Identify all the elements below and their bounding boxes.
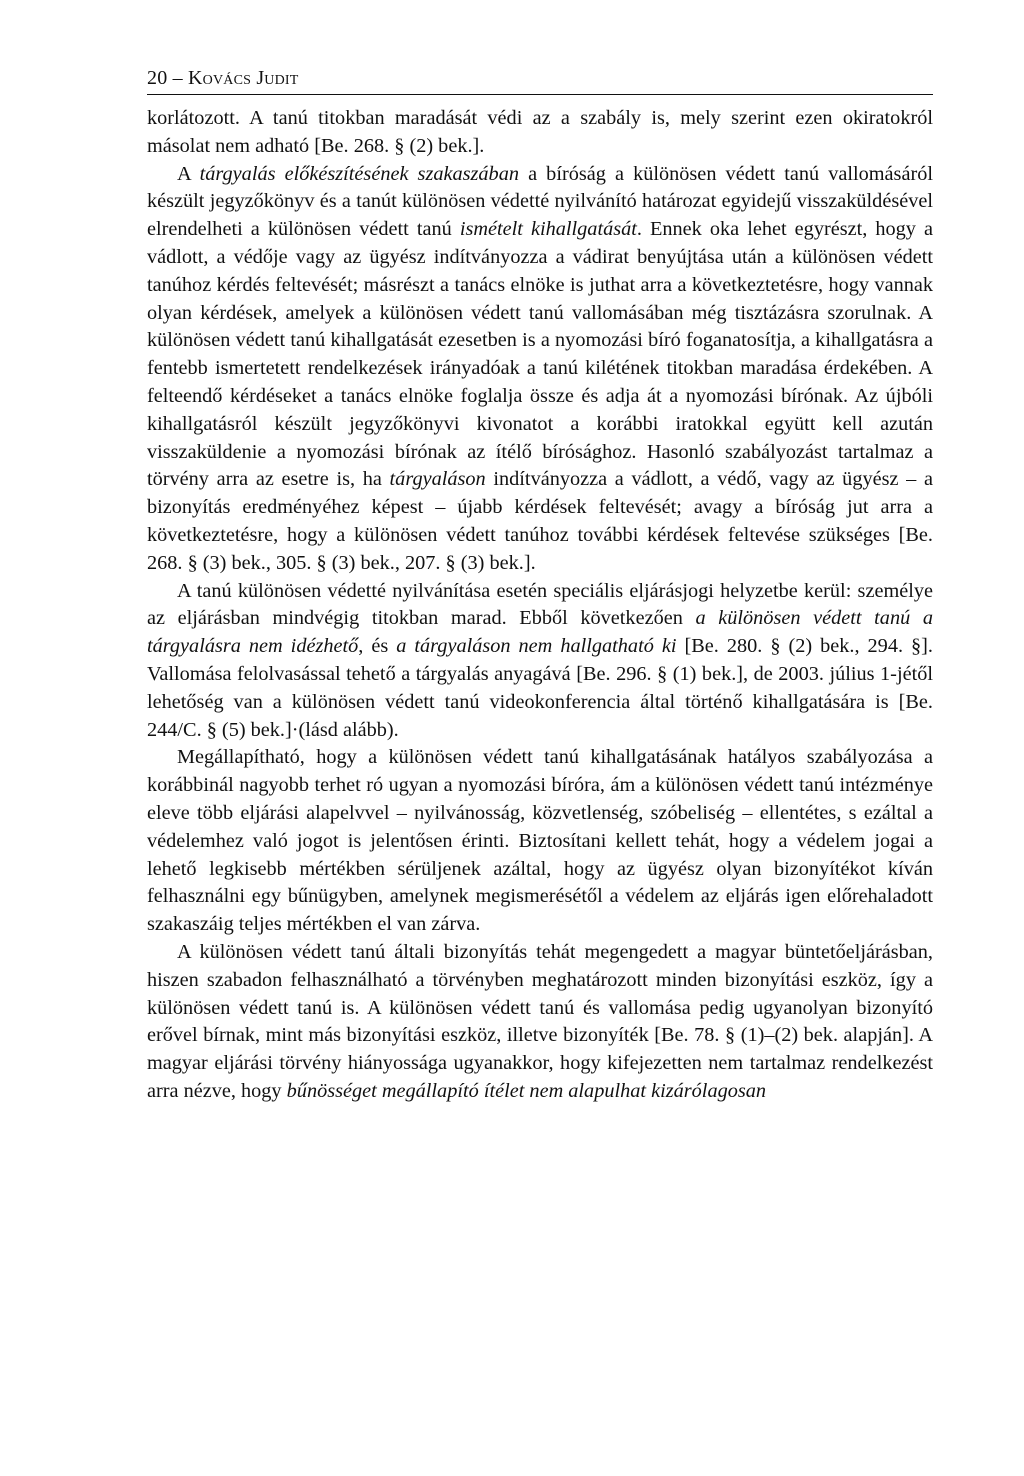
italic-text: tárgyalás előkészítésének szakaszában — [199, 162, 519, 185]
italic-text: ismételt kihallgatását — [459, 218, 637, 241]
author-name: Kovács Judit — [188, 67, 299, 89]
text-segment: A különösen védett tanú általi bizonyítás tehát megengedett a magyar büntetőeljárásban, hiszen szabadon felhasználható a törvényben meghatározott minden bizonyítási eszköz, így a különösen védett tanú is. A különösen védett tanú és vallomása pedig ugyanolyan bizonyító erővel bírnak, mint más bizonyítási eszköz, illetve bizonyíték [Be. 78. § (1)–(2) bek. alapján]. A magyar eljárási törvény hiányossága ugyanakkor, hogy kifejezetten nem tartalmaz rendelkezést arra nézve, hogy — [147, 940, 933, 1102]
page-number: 20 — [147, 67, 168, 89]
italic-text: a különösen védett tanú a tárgyalásra nem idézhető — [147, 607, 933, 658]
text-segment: [Be. 280. § (2) bek., 294. §]. Vallomása felolvasással tehető a tárgyalás anyagává [Be. 296. § (1) bek.], de 2003. július 1-jétől lehetőség van a különösen védett tanú videokonferencia által történő kihallgatására is [Be. 244/C. § (5) bek.]·(lásd alább). — [147, 635, 933, 741]
text-segment: A — [177, 162, 200, 185]
paragraph-p1 — [147, 105, 933, 161]
text-segment: indítványozza a vádlott, a védő, vagy az ügyész – a bizonyítás eredményéhez képest – újabb kérdések feltevését; avagy a bíróság jut arra a következtetésre, hogy a különösen védett tanúhoz további kérdések feltevése szükséges [Be. 268. § (3) bek., 305. § (3) bek., 207. § (3) bek.]. — [147, 468, 933, 574]
italic-text: a tárgyaláson nem hallgatható ki — [396, 635, 677, 658]
paragraph-p3 — [147, 578, 933, 745]
running-header — [147, 64, 933, 95]
header-separator: – — [167, 67, 189, 89]
text-segment: Megállapítható, hogy a különösen védett tanú kihallgatásának hatályos szabályozása a korábbinál nagyobb terhet ró ugyan a nyomozási bíróra, ám a különösen védett tanú intézménye eleve több eljárási alapelvvel – nyilvánosság, közvetlenség, szóbeliség – ellentétes, s ezáltal a védelemhez való jogot is jelentősen érinti. Biztosítani kellett tehát, hogy a védelem jogai a lehető legkisebb mértékben sérüljenek azáltal, hogy az ügyész olyan bizonyítékot kíván felhasználni egy bűnügyben, amelynek megismerésétől a védelem az eljárás igen előrehaladott szakaszáig teljes mértékben el van zárva. — [147, 746, 933, 936]
text-segment: a bíróság a különösen védett tanú vallomásáról készült jegyzőkönyv és a tanút különösen védetté nyilvánító határozat egyidejű visszaküldésével elrendelheti a különösen védett tanú — [147, 162, 933, 241]
paragraph-p5 — [147, 939, 933, 1106]
text-segment: A tanú különösen védetté nyilvánítása esetén speciális eljárásjogi helyzetbe kerül: személye az eljárásban mindvégig titokban marad. Ebből következően — [147, 579, 933, 630]
text-segment: korlátozott. A tanú titokban maradását védi az a szabály is, mely szerint ezen okiratokról másolat nem adható [Be. 268. § (2) bek.]. — [147, 107, 933, 157]
paragraph-p4 — [147, 744, 933, 939]
body-text — [147, 105, 933, 1106]
text-segment: . Ennek oka lehet egyrészt, hogy a vádlott, a védője vagy az ügyész indítványozza a vádirat benyújtása után a különösen védett tanúhoz kérdés feltevését; másrészt a tanács elnöke is juthat arra a következtetésre, hogy vannak olyan kérdések, amelyek a különösen védett tanú vallomásában még tisztázásra szorulnak. A különösen védett tanú kihallgatását ezesetben is a nyomozási bíró foganatosítja, a kihallgatásra a fentebb ismertetett rendelkezések irányadóak a tanú kilétének titokban maradása érdekében. A felteendő kérdéseket a tanács elnöke foglalja össze és adja át a nyomozási bírónak. Az újbóli kihallgatásról készült jegyzőkönyvi kivonatot a korábbi iratokkal együtt kell azután visszaküldenie a nyomozási bírónak az ítélő bírósághoz. Hasonló szabályozást tartalmaz a törvény arra az esetre is, ha — [147, 218, 933, 491]
italic-text: tárgyaláson — [389, 468, 486, 491]
italic-text: bűnösséget megállapító ítélet nem alapulhat kizárólagosan — [286, 1079, 767, 1102]
text-segment: , és — [358, 635, 397, 658]
book-page — [147, 64, 933, 1106]
paragraph-p2 — [147, 161, 933, 578]
